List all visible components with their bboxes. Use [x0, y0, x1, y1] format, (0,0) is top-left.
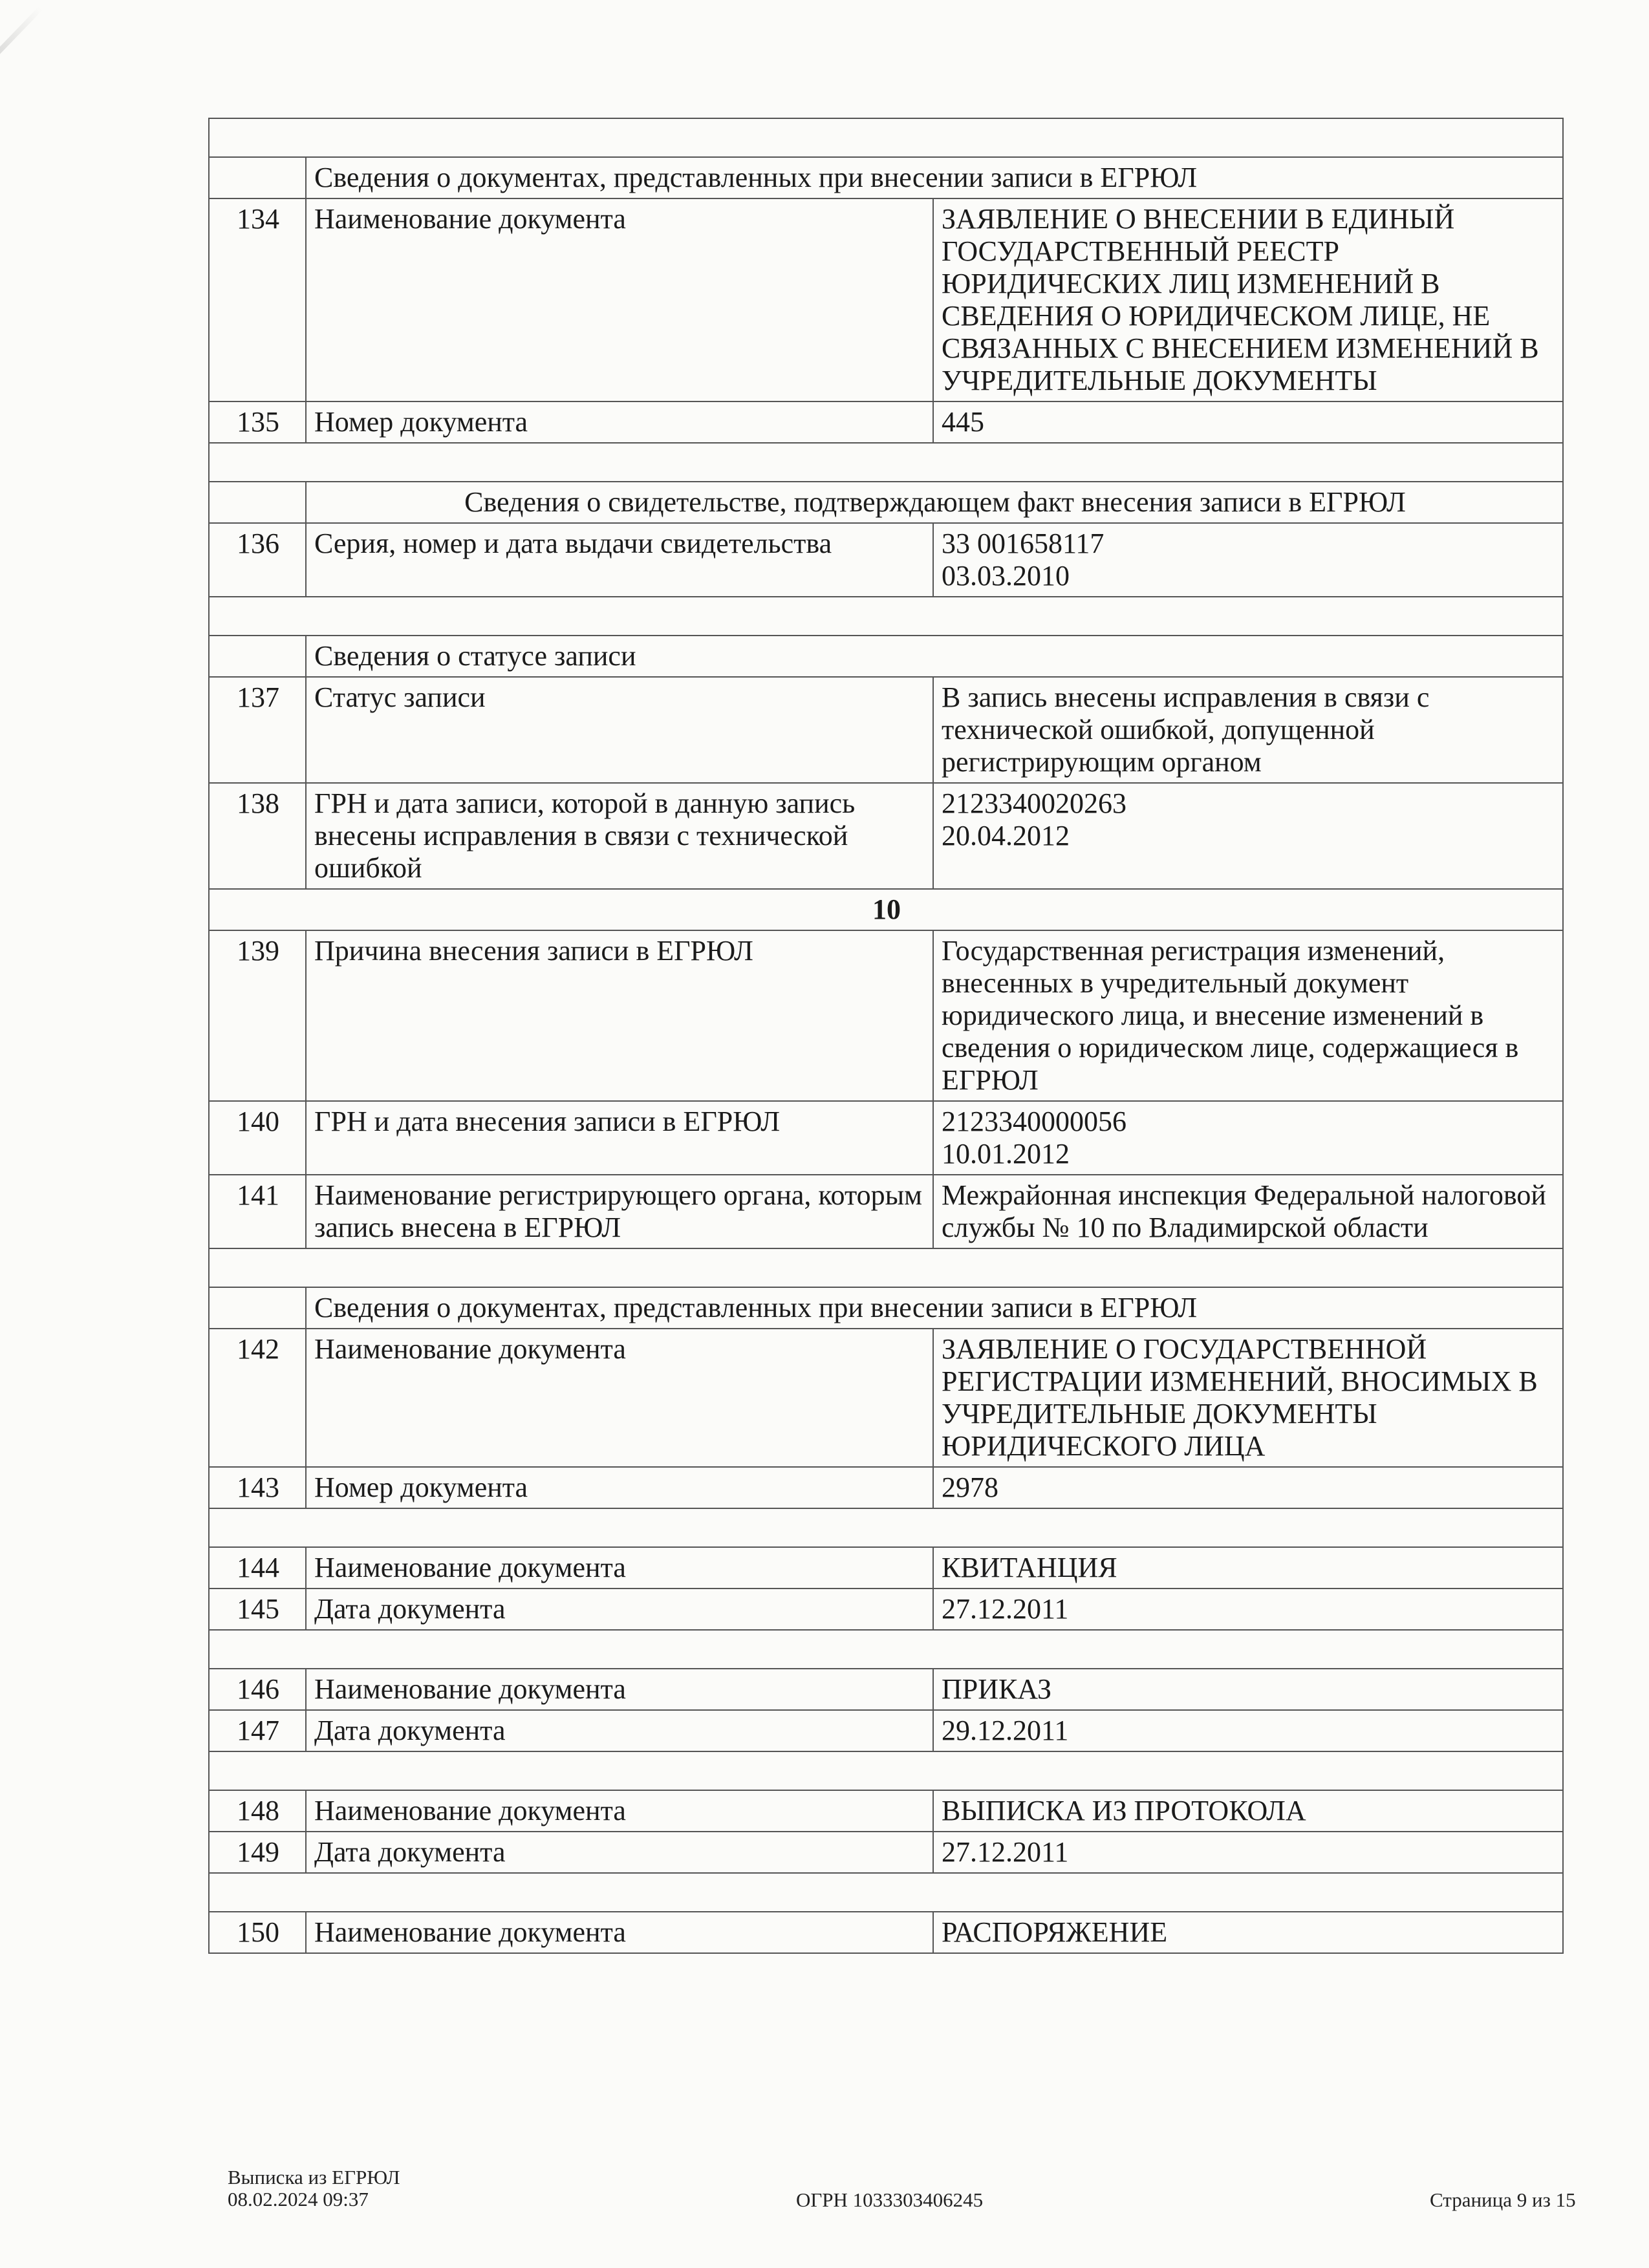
row-number: 135 [209, 401, 306, 443]
blank-row [209, 1630, 1563, 1669]
table-row [209, 783, 1563, 889]
row-value: 27.12.2011 [933, 1589, 1563, 1630]
row-number: 141 [209, 1175, 306, 1248]
row-value: В запись внесены исправления в связи с технической ошибкой, допущенной регистрирующим органом [933, 677, 1563, 783]
row-number: 140 [209, 1101, 306, 1175]
blank-row [209, 597, 1563, 636]
row-label: Наименование документа [306, 1669, 933, 1710]
row-value: 2978 [933, 1467, 1563, 1508]
row-label: Номер документа [306, 1467, 933, 1508]
blank-row [209, 1508, 1563, 1547]
table-row [209, 1710, 1563, 1751]
row-value: ВЫПИСКА ИЗ ПРОТОКОЛА [933, 1790, 1563, 1832]
row-number: 138 [209, 783, 306, 889]
table-row [209, 1589, 1563, 1630]
row-label: Дата документа [306, 1589, 933, 1630]
section-title: Сведения о документах, представленных при внесении записи в ЕГРЮЛ [306, 1287, 1563, 1329]
footer-ogrn: ОГРН 1033303406245 [796, 2188, 984, 2211]
row-value: 445 [933, 401, 1563, 443]
row-value: ПРИКАЗ [933, 1669, 1563, 1710]
row-label: ГРН и дата записи, которой в данную запись внесены исправления в связи с технической ошибкой [306, 783, 933, 889]
table-row [209, 1101, 1563, 1175]
row-number: 136 [209, 523, 306, 597]
section-title: Сведения о свидетельстве, подтверждающем факт внесения записи в ЕГРЮЛ [306, 482, 1563, 523]
footer-doc-info [228, 2166, 400, 2210]
table-row [209, 1912, 1563, 1953]
row-label: Дата документа [306, 1832, 933, 1873]
row-label: ГРН и дата внесения записи в ЕГРЮЛ [306, 1101, 933, 1175]
row-number: 134 [209, 198, 306, 401]
section-header-row [209, 482, 1563, 523]
row-value: Государственная регистрация изменений, внесенных в учредительный документ юридического лица, и внесение изменений в сведения о юридическом лице, содержащиеся в ЕГРЮЛ [933, 930, 1563, 1101]
blank-row [209, 1751, 1563, 1790]
table-row [209, 677, 1563, 783]
row-value: 33 001658117 03.03.2010 [933, 523, 1563, 597]
table-row [209, 1790, 1563, 1832]
row-label: Наименование документа [306, 1912, 933, 1953]
scan-artifact [0, 6, 43, 178]
row-number: 149 [209, 1832, 306, 1873]
row-label: Наименование регистрирующего органа, которым запись внесена в ЕГРЮЛ [306, 1175, 933, 1248]
row-value: ЗАЯВЛЕНИЕ О ГОСУДАРСТВЕННОЙ РЕГИСТРАЦИИ ИЗМЕНЕНИЙ, ВНОСИМЫХ В УЧРЕДИТЕЛЬНЫЕ ДОКУМЕНТЫ ЮРИДИЧЕСКОГО ЛИЦА [933, 1329, 1563, 1467]
row-value: 27.12.2011 [933, 1832, 1563, 1873]
row-number: 147 [209, 1710, 306, 1751]
table-row [209, 1547, 1563, 1589]
row-label: Причина внесения записи в ЕГРЮЛ [306, 930, 933, 1101]
table-row [209, 1669, 1563, 1710]
row-label: Номер документа [306, 401, 933, 443]
egrul-table [208, 118, 1564, 1954]
section-header-row [209, 157, 1563, 198]
row-number: 146 [209, 1669, 306, 1710]
table-row [209, 523, 1563, 597]
section-title: Сведения о статусе записи [306, 636, 1563, 677]
row-label: Наименование документа [306, 198, 933, 401]
table-row [209, 1175, 1563, 1248]
row-number: 148 [209, 1790, 306, 1832]
section-header-row [209, 1287, 1563, 1329]
row-label: Наименование документа [306, 1547, 933, 1589]
table-row [209, 1467, 1563, 1508]
blank-row [209, 118, 1563, 157]
row-value: 29.12.2011 [933, 1710, 1563, 1751]
row-value: Межрайонная инспекция Федеральной налоговой службы № 10 по Владимирской области [933, 1175, 1563, 1248]
footer-datetime: 08.02.2024 09:37 [228, 2188, 369, 2210]
row-number: 142 [209, 1329, 306, 1467]
row-value: 2123340000056 10.01.2012 [933, 1101, 1563, 1175]
table-row [209, 401, 1563, 443]
row-number: 137 [209, 677, 306, 783]
row-number: 145 [209, 1589, 306, 1630]
block-number: 10 [209, 889, 1563, 930]
table-row [209, 1832, 1563, 1873]
row-number: 150 [209, 1912, 306, 1953]
row-number: 144 [209, 1547, 306, 1589]
section-title: Сведения о документах, представленных при внесении записи в ЕГРЮЛ [306, 157, 1563, 198]
row-value: ЗАЯВЛЕНИЕ О ВНЕСЕНИИ В ЕДИНЫЙ ГОСУДАРСТВЕННЫЙ РЕЕСТР ЮРИДИЧЕСКИХ ЛИЦ ИЗМЕНЕНИЙ В СВЕДЕНИЯ О ЮРИДИЧЕСКОМ ЛИЦЕ, НЕ СВЯЗАННЫХ С ВНЕСЕНИЕМ ИЗМЕНЕНИЙ В УЧРЕДИТЕЛЬНЫЕ ДОКУМЕНТЫ [933, 198, 1563, 401]
blank-row [209, 1248, 1563, 1287]
row-label: Серия, номер и дата выдачи свидетельства [306, 523, 933, 597]
footer-doc-title: Выписка из ЕГРЮЛ [228, 2166, 400, 2188]
blank-row [209, 443, 1563, 482]
table-row [209, 1329, 1563, 1467]
row-label: Статус записи [306, 677, 933, 783]
blank-row [209, 1873, 1563, 1912]
section-header-row [209, 636, 1563, 677]
row-value: КВИТАНЦИЯ [933, 1547, 1563, 1589]
table-row [209, 198, 1563, 401]
row-number: 139 [209, 930, 306, 1101]
table-row [209, 930, 1563, 1101]
row-label: Наименование документа [306, 1790, 933, 1832]
row-label: Дата документа [306, 1710, 933, 1751]
row-value: 2123340020263 20.04.2012 [933, 783, 1563, 889]
row-number: 143 [209, 1467, 306, 1508]
row-label: Наименование документа [306, 1329, 933, 1467]
footer-page-number: Страница 9 из 15 [1430, 2188, 1576, 2211]
row-value: РАСПОРЯЖЕНИЕ [933, 1912, 1563, 1953]
block-number-row [209, 889, 1563, 930]
